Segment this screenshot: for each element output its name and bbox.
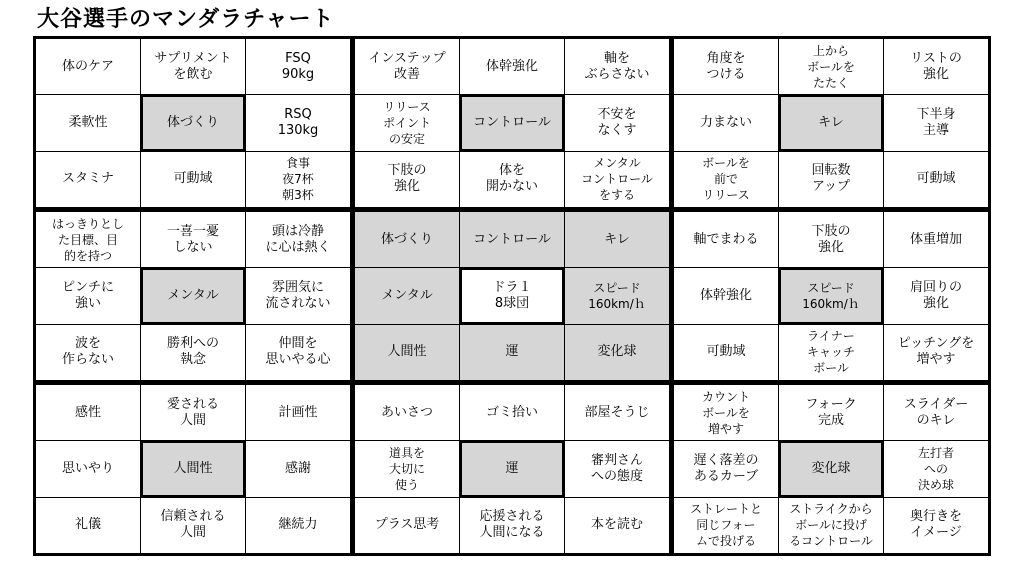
goal-cell: 頭は冷静 に心は熱く xyxy=(246,212,350,267)
block-theme-cell: メンタル xyxy=(141,268,245,323)
goal-cell: 下半身 主導 xyxy=(884,95,988,150)
goal-cell: 左打者 への 決め球 xyxy=(884,441,988,496)
goal-cell: ゴミ拾い xyxy=(460,385,564,440)
goal-cell: はっきりとし た目標、目 的を持つ xyxy=(36,212,140,267)
goal-cell: キレ xyxy=(565,212,669,267)
goal-cell: 上から ボールを たたく xyxy=(779,39,883,94)
goal-cell: 波を 作らない xyxy=(36,325,140,380)
goal-cell: ボールを 前で リリース xyxy=(674,152,778,207)
goal-cell: リリース ポイント の安定 xyxy=(355,95,459,150)
block-theme-cell: 人間性 xyxy=(141,441,245,496)
goal-cell: カウント ボールを 増やす xyxy=(674,385,778,440)
goal-cell: 愛される 人間 xyxy=(141,385,245,440)
goal-cell: 可動域 xyxy=(141,152,245,207)
goal-cell: スタミナ xyxy=(36,152,140,207)
block-humanity xyxy=(36,385,350,553)
block-theme-cell: 体づくり xyxy=(141,95,245,150)
goal-cell: リストの 強化 xyxy=(884,39,988,94)
goal-cell: 軸でまわる xyxy=(674,212,778,267)
block-mental xyxy=(36,212,350,380)
goal-cell: 応援される 人間になる xyxy=(460,498,564,553)
goal-cell: 力まない xyxy=(674,95,778,150)
goal-cell: 変化球 xyxy=(565,325,669,380)
page-title: 大谷選手のマンダラチャート xyxy=(37,7,335,32)
goal-cell: 軸を ぶらさない xyxy=(565,39,669,94)
goal-cell: メンタル xyxy=(355,268,459,323)
goal-cell: 可動域 xyxy=(674,325,778,380)
block-body xyxy=(36,39,350,207)
goal-cell: 体を 開かない xyxy=(460,152,564,207)
goal-cell: 可動域 xyxy=(884,152,988,207)
goal-cell: 体づくり xyxy=(355,212,459,267)
goal-cell: 感性 xyxy=(36,385,140,440)
goal-cell: コントロール xyxy=(460,212,564,267)
mandala-chart xyxy=(33,36,991,556)
goal-cell: ライナー キャッチ ボール xyxy=(779,325,883,380)
goal-cell: メンタル コントロール をする xyxy=(565,152,669,207)
goal-cell: 肩回りの 強化 xyxy=(884,268,988,323)
block-luck xyxy=(355,385,669,553)
goal-cell: 一喜一憂 しない xyxy=(141,212,245,267)
goal-cell: 計画性 xyxy=(246,385,350,440)
goal-cell: ピッチングを 増やす xyxy=(884,325,988,380)
goal-cell: スライダー のキレ xyxy=(884,385,988,440)
goal-cell: 運 xyxy=(460,325,564,380)
block-theme-cell: 運 xyxy=(460,441,564,496)
goal-cell: 部屋そうじ xyxy=(565,385,669,440)
goal-cell: 奥行きを イメージ xyxy=(884,498,988,553)
goal-cell: 人間性 xyxy=(355,325,459,380)
goal-cell: 体重増加 xyxy=(884,212,988,267)
goal-cell: FSQ 90kg xyxy=(246,39,350,94)
goal-cell: 本を読む xyxy=(565,498,669,553)
goal-cell: 下肢の 強化 xyxy=(779,212,883,267)
goal-cell: インステップ 改善 xyxy=(355,39,459,94)
goal-cell: 角度を つける xyxy=(674,39,778,94)
goal-cell: 勝利への 執念 xyxy=(141,325,245,380)
goal-cell: あいさつ xyxy=(355,385,459,440)
goal-cell: 下肢の 強化 xyxy=(355,152,459,207)
goal-cell: 感謝 xyxy=(246,441,350,496)
goal-cell: 礼儀 xyxy=(36,498,140,553)
block-theme-cell: キレ xyxy=(779,95,883,150)
goal-cell: サプリメント を飲む xyxy=(141,39,245,94)
block-speed xyxy=(674,212,988,380)
goal-cell: 体幹強化 xyxy=(460,39,564,94)
block-center xyxy=(355,212,669,380)
goal-cell: スピード 160km/ｈ xyxy=(565,268,669,323)
goal-cell: 雰囲気に 流されない xyxy=(246,268,350,323)
block-theme-cell: ドラ１ 8球団 xyxy=(460,268,564,323)
goal-cell: 体のケア xyxy=(36,39,140,94)
goal-cell: 道具を 大切に 使う xyxy=(355,441,459,496)
goal-cell: ストレートと 同じフォー ムで投げる xyxy=(674,498,778,553)
goal-cell: 柔軟性 xyxy=(36,95,140,150)
goal-cell: フォーク 完成 xyxy=(779,385,883,440)
block-theme-cell: 変化球 xyxy=(779,441,883,496)
goal-cell: RSQ 130kg xyxy=(246,95,350,150)
goal-cell: ストライクから ボールに投げ るコントロール xyxy=(779,498,883,553)
goal-cell: 体幹強化 xyxy=(674,268,778,323)
goal-cell: 信頼される 人間 xyxy=(141,498,245,553)
goal-cell: プラス思考 xyxy=(355,498,459,553)
goal-cell: 仲間を 思いやる心 xyxy=(246,325,350,380)
block-breaking-ball xyxy=(674,385,988,553)
block-kire xyxy=(674,39,988,207)
goal-cell: 不安を なくす xyxy=(565,95,669,150)
goal-cell: 思いやり xyxy=(36,441,140,496)
block-control xyxy=(355,39,669,207)
goal-cell: 遅く落差の あるカーブ xyxy=(674,441,778,496)
goal-cell: ピンチに 強い xyxy=(36,268,140,323)
block-theme-cell: スピード 160km/ｈ xyxy=(779,268,883,323)
goal-cell: 継続力 xyxy=(246,498,350,553)
block-theme-cell: コントロール xyxy=(460,95,564,150)
goal-cell: 回転数 アップ xyxy=(779,152,883,207)
goal-cell: 食事 夜7杯 朝3杯 xyxy=(246,152,350,207)
goal-cell: 審判さん への態度 xyxy=(565,441,669,496)
